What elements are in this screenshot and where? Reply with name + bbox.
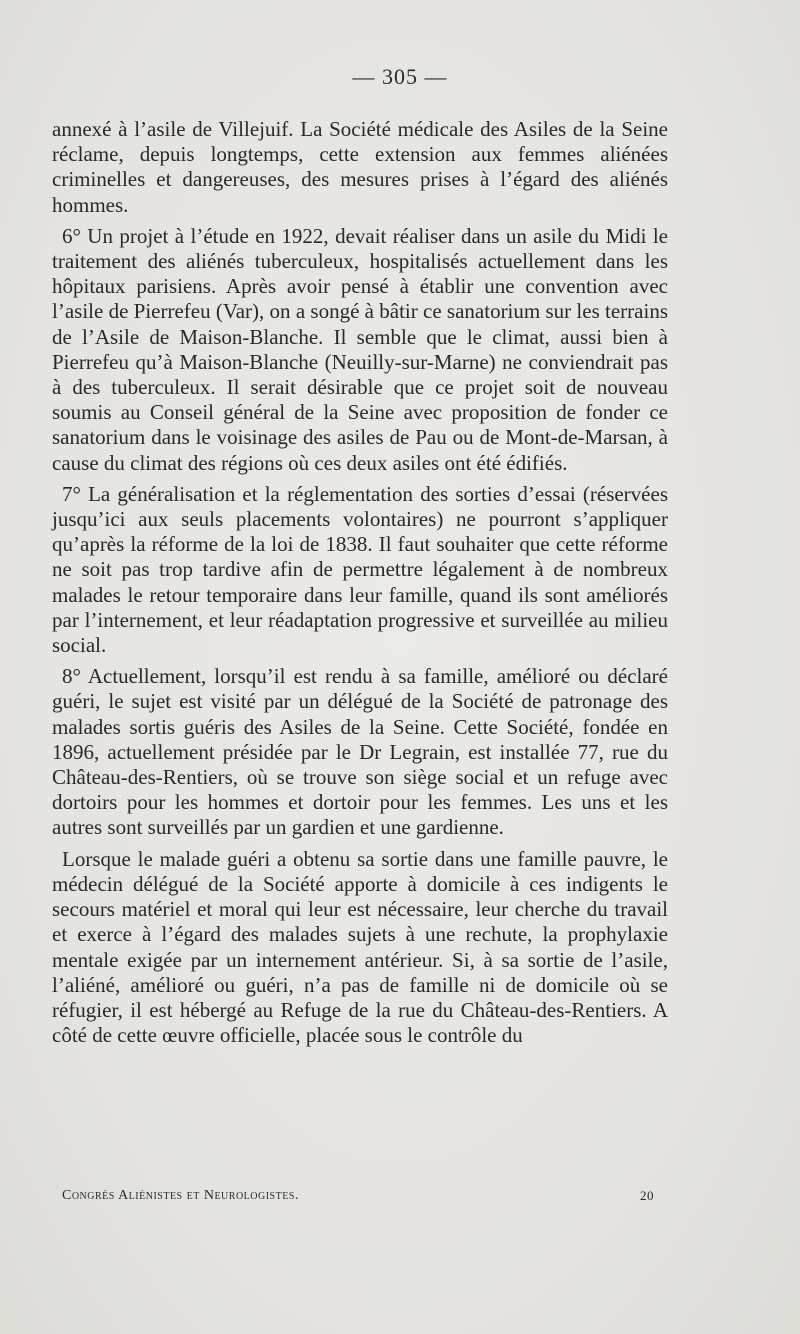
paragraph-item-7: 7° La généralisation et la réglementation des sorties d’essai (réservées jusqu’ici aux seuls placements volontaires) ne pourront s’appliquer qu’après la réforme de la loi de 1838. Il faut souhaiter que cette réforme ne soit pas trop tardive afin de permettre légalement à de nombreux malades le retour temporaire dans leur famille, quand ils sont améliorés par l’internement, et leur réadaptation progressive et surveillée au milieu social.	[52, 481, 668, 658]
body-text	[52, 117, 668, 1048]
footer-signature: Congrès Aliénistes et Neurologistes.	[62, 1188, 299, 1203]
paragraph-item-6: 6° Un projet à l’étude en 1922, devait réaliser dans un asile du Midi le traitement des aliénés tuberculeux, hospitalisés actuellement dans les hôpitaux parisiens. Après avoir pensé à établir une convention avec l’asile de Pierrefeu (Var), on a songé à bâtir ce sanatorium sur les terrains de l’Asile de Maison-Blanche. Il semble que le climat, aussi bien à Pierrefeu qu’à Maison-Blanche (Neuilly-sur-Marne) ne conviendrait pas à des tuberculeux. Il serait désirable que ce projet soit de nouveau soumis au Conseil général de la Seine avec proposition de fonder ce sanatorium dans le voisinage des asiles de Pau ou de Mont-de-Marsan, à cause du climat des régions où ces deux asiles ont été édifiés.	[52, 223, 668, 475]
paragraph-refuge: Lorsque le malade guéri a obtenu sa sortie dans une famille pauvre, le médecin délégué de la Société apporte à domicile à ces indigents le secours matériel et moral qui leur est nécessaire, leur cherche du travail et exerce à l’égard des malades sujets à une rechute, la prophylaxie mentale exigée par un internement antérieur. Si, à sa sortie de l’asile, l’aliéné, amélioré ou guéri, n’a pas de famille ni de domicile où se réfugier, il est hébergé au Refuge de la rue du Château-des-Rentiers. A côté de cette œuvre officielle, placée sous le contrôle du	[52, 846, 668, 1048]
paragraph-continuation: annexé à l’asile de Villejuif. La Société médicale des Asiles de la Seine réclame, depuis longtemps, cette extension aux femmes aliénées criminelles et dangereuses, des mesures prises à l’égard des aliénés hommes.	[52, 117, 668, 217]
paragraph-item-8: 8° Actuellement, lorsqu’il est rendu à sa famille, amélioré ou déclaré guéri, le sujet est visité par un délégué de la Société de patronage des malades sortis guéris des Asiles de la Seine. Cette Société, fondée en 1896, actuellement présidée par le Dr Legrain, est installée 77, rue du Château-des-Rentiers, où se trouve son siège social et un refuge avec dortoirs pour les hommes et dortoir pour les femmes. Les uns et les autres sont surveillés par un gardien et une gardienne.	[52, 664, 668, 840]
footer-sheet-number: 20	[640, 1188, 654, 1203]
page-footer	[62, 1188, 654, 1204]
page-number: — 305 —	[352, 64, 448, 89]
